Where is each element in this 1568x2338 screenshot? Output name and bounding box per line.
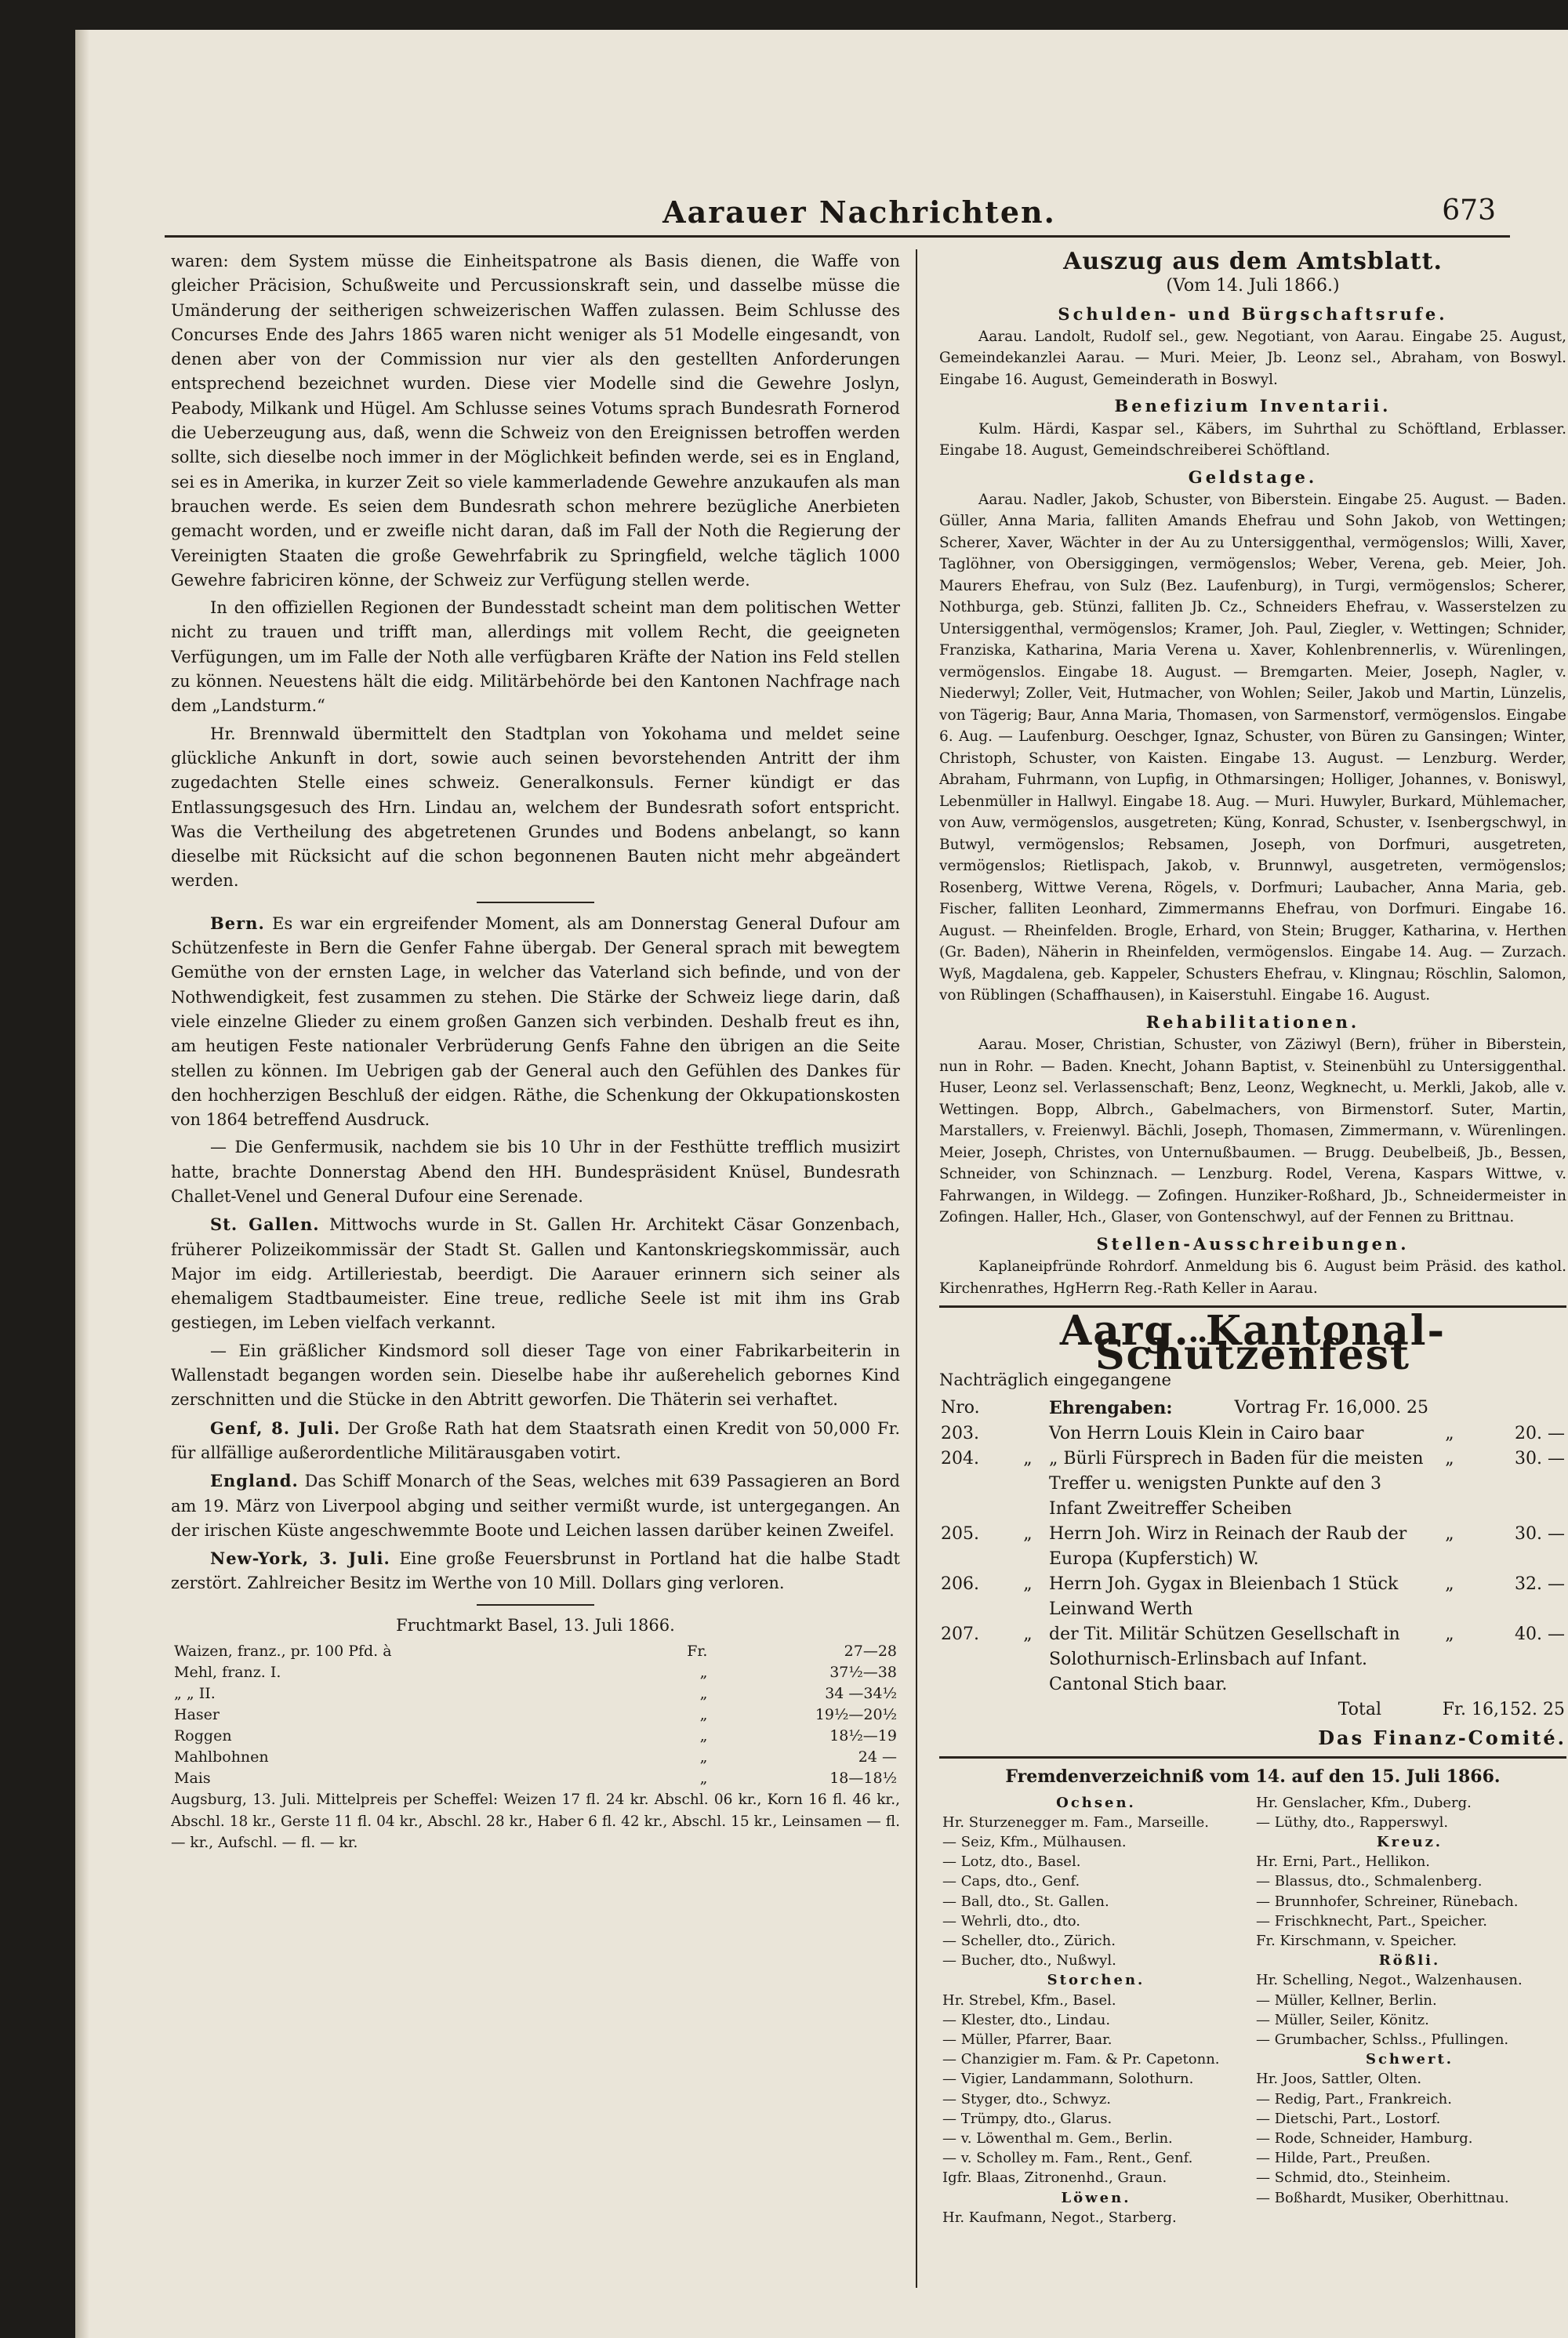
market-unit: Fr. (687, 1643, 708, 1661)
register-entry: — Grumbacher, Schlss., Pfullingen. (1256, 2031, 1509, 2048)
register-entry: — Caps, dto., Genf. (942, 1873, 1080, 1890)
article-newyork-text: Eine große Feuersbrunst in Portland hat die halbe Stadt zerstört. Zahlreicher Besitz im Werthe von 10 Mill. Dollars ging verloren. (171, 1549, 900, 1593)
register-entry: — Trümpy, dto., Glarus. (942, 2110, 1112, 2127)
article-weapons: waren: dem System müsse die Einheitspatrone als Basis dienen, die Waffe von gleicher Präcision, Schußweite und Percussionskraft sein, und dasselbe müsse die Umänderung der seitherigen schweizerischen Waffen zulassen. Beim Schlusse des Concurses Ende des Jahrs 1865 waren nicht weniger als 51 Modelle eingesandt, von denen aber von der Commission nur vier als den gestellten Anforderungen entsprechend bezeichnet wurden. Diese vier Modelle sind die Gewehre Joslyn, Peabody, Milkank und Hügel. Am Schlusse seines Votums sprach Bundesrath Fornerod die Ueberzeugung aus, daß, wenn die Schweiz von den Ereignissen betroffen werden sollte, sich dieselbe noch immer in der Möglichkeit befinden werde, sei es in England, sei es in Amerika, in kurzer Zeit so viele kammerladende Gewehre anzukaufen als man brauchen werde. Es seien dem Bundesrath schon mehrere bezügliche Anerbieten gemacht worden, und er zweifle nicht daran, daß im Fall der Noth die Regierung der Vereinigten Staaten die große Gewehrfabrik zu Springfield, welche täglich 1000 Gewehre fabriciren könne, der Schweiz zur Verfügung stellen werde. (171, 252, 900, 590)
register-entry: — Lüthy, dto., Rapperswyl. (1256, 1813, 1449, 1831)
article-landsturm: In den offiziellen Regionen der Bundesstadt scheint man dem politischen Wetter nicht zu trauen und trifft man, allerdings mit vollem Recht, die geeigneten Verfügungen, um im Falle der Noth alle verfügbaren Kräfte der Nation ins Feld stellen zu können. Neuestens hält die eidg. Militärbehörde bei den Kantonen Nachfrage nach dem „Landsturm.“ (171, 598, 900, 716)
text-geldstage: Aarau. Nadler, Jakob, Schuster, von Biberstein. Eingabe 25. August. — Baden. Güller, Anna Maria, falliten Amands Ehefrau und Sohn Jakob, von Wettingen; Scherer, Xaver, Wächter in der Au zu Untersiggenthal, vermögenslos; Willi, Xaver, Taglöhner, von Obersiggingen, vermögenslos; Weber, Verena, geb. Meier, Joh. Maurers Ehefrau, von Sulz (Bez. Laufenburg), in Turgi, vermögenslos; Scherer, Nothburga, geb. Stünzi, falliten Jb. Cz., Schneiders Ehefrau, v. Wasserstelzen zu Untersiggenthal, vermögenslos; Kramer, Joh. Paul, Ziegler, v. Wettingen; Schnider, Franziska, Katharina, Maria Verena u. Xaver, Kohlenbrennerlis, v. Würenlingen, vermögenslos. Eingabe 18. August. — Bremgarten. Meier, Joseph, Nagler, v. Niederwyl; Zoller, Veit, Hutmacher, von Wohlen; Seiler, Jakob und Martin, Lünzelis, von Tägerig; Baur, Anna Maria, Thomasen, von Sarmenstorf, vermögenslos. Eingabe 6. Aug. — Laufenburg. Oeschger, Ignaz, Schuster, von Büren zu Gansingen; Winter, Christoph, Schuster, von Kaisten. Eingabe 13. August. — Lenzburg. Werder, Abraham, Fuhrmann, von Lupfig, in Othmarsingen; Holliger, Johannes, v. Boniswyl, Lebenmüller in Hallwyl. Eingabe 18. Aug. — Muri. Huwyler, Burkard, Mühlemacher, von Auw, vermögenslos, ausgetreten; Küng, Konrad, Schuster, v. Isenbergschwyl, in Butwyl, vermögenslos; Rebsamen, Joseph, von Dorfmuri, ausgetreten, vermögenslos; Rietlispach, Jakob, v. Brunnwyl, ausgetreten, vermögenslos; Rosenberg, Wittwe Verena, Rögels, v. Dorfmuri; Laubacher, Anna Maria, geb. Fischer, falliten Leonhard, Zimmermanns Ehefrau, von Dorfmuri. Eingabe 16. August. — Rheinfelden. Brogle, Erhard, von Stein; Brugger, Katharina, v. Herthen (Gr. Baden), Näherin in Rheinfelden, vermögenslos. Eingabe 14. Aug. — Zurzach. Wyß, Magdalena, geb. Kappeler, Schusters Ehefrau, v. Klingnau; Röschlin, Salomon, von Rüblingen (Schaffhausen), in Kaiserstuhl. Eingabe 16. August. (939, 491, 1566, 1004)
gift-row (939, 1622, 1566, 1697)
register-entry: — Blassus, dto., Schmalenberg. (1256, 1873, 1483, 1890)
register-entry: — Redig, Part., Frankreich. (1256, 2090, 1452, 2107)
article-stgallen-lead: St. Gallen. (210, 1214, 320, 1235)
article-newyork-lead: New-York, 3. Juli. (210, 1548, 390, 1569)
text-rehabilitationen: Aarau. Moser, Christian, Schuster, von Zäziwyl (Bern), früher in Biberstein, nun in Rohr. — Baden. Knecht, Johann Baptist, v. Steinenbühl zu Untersiggenthal. Huser, Leonz sel. Verlassenschaft; Benz, Leonz, Wegknecht, u. Merkli, Jakob, alle v. Wettingen. Bopp, Albrch., Gabelmachers, von Birmenstorf. Suter, Martin, Marstallers, v. Freienwyl. Bächli, Joseph, Thomasen, Zimmermann, v. Würenlingen. Meier, Joseph, Christes, von Unternußbaumen. — Brugg. Deubelbeiß, Jb., Bessen, Schneider, von Schinznach. — Lenzburg. Rodel, Verena, Kaspars Wittwe, v. Fahrwangen, in Wildegg. — Zofingen. Hunziker-Roßhard, Jb., Schneidermeister in Zofingen. Haller, Hch., Glaser, von Gontenschwyl, auf der Fennen zu Brittnau. (939, 1036, 1566, 1226)
article-genf (171, 1416, 900, 1466)
market-row (171, 1768, 900, 1789)
register-hotel: Kreuz. (1376, 1833, 1443, 1850)
article-bern (171, 911, 900, 1133)
register-entry: — Frischknecht, Part., Speicher. (1256, 1912, 1487, 1930)
text-schulden: Aarau. Landolt, Rudolf sel., gew. Negotiant, von Aarau. Eingabe 25. August, Gemeindekanzlei Aarau. — Muri. Meier, Jb. Leonz sel., Abraham, von Boswyl. Eingabe 16. August, Gemeinderath in Boswyl. (939, 328, 1566, 388)
market-row (171, 1662, 900, 1683)
right-column (939, 249, 1566, 2288)
market-item: Mahlbohnen (174, 1748, 269, 1766)
market-row (171, 1704, 900, 1726)
market-row (171, 1641, 900, 1662)
column-divider (916, 249, 917, 2288)
register-entry: — v. Scholley m. Fam., Rent., Genf. (942, 2150, 1193, 2167)
register-entry: Hr. Erni, Part., Hellikon. (1256, 1853, 1431, 1871)
register-entry: — Müller, Seiler, Könitz. (1256, 2011, 1429, 2028)
market-table (171, 1641, 900, 1789)
register-entry: Hr. Strebel, Kfm., Basel. (942, 1991, 1116, 2009)
register-right (1253, 1793, 1566, 2227)
gift-q2: „ (1445, 1523, 1454, 1544)
article-bern-text: Es war ein ergreifender Moment, als am Donnerstag General Dufour am Schützenfeste in Bern die Genfer Fahne übergab. Der General sprach mit bewegtem Gemüthe von der ernsten Lage, in welcher das Vaterland sich befinde, und von der Nothwendigkeit, fest zusammen zu stehen. Die Stärke der Schweiz liege darin, daß viele einzelne Glieder zu einem großen Ganzen sich verbinden. Deshalb freut es ihn, am heutigen Feste nationaler Verbrüderung Genfs Fahne den übrigen an die Seite stellen zu können. Im Uebrigen gab der General auch den Gefühlen des Dankes für den hochherzigen Beschluß der eidgen. Räthe, die Schenkung der Okkupationskosten von 1864 betreffend Ausdruck. (171, 913, 900, 1130)
market-unit: „ (699, 1664, 708, 1682)
gift-no: 205. (941, 1523, 979, 1544)
gift-q (1008, 1421, 1047, 1447)
register-entry: — Klester, dto., Lindau. (942, 2011, 1111, 2028)
register-left (939, 1793, 1253, 2227)
gift-q: „ (1023, 1523, 1033, 1544)
left-column (171, 249, 900, 2288)
article-bern-lead: Bern. (210, 913, 265, 933)
register-entry: — Brunnhofer, Schreiner, Rünebach. (1256, 1893, 1519, 1910)
text-stellen: Kaplaneipfründe Rohrdorf. Anmeldung bis 6. August beim Präsid. des kathol. Kirchenrathes, HgHerrn Reg.-Rath Keller in Aarau. (939, 1258, 1566, 1297)
gift-q2: „ (1445, 1574, 1454, 1594)
market-price: 18—18½ (829, 1770, 897, 1788)
gift-text: Von Herrn Louis Klein in Cairo baar (1049, 1423, 1364, 1443)
gift-amt: 40. — (1515, 1624, 1565, 1644)
market-item: Waizen, franz., pr. 100 Pfd. à (174, 1643, 392, 1661)
register-entry: — Styger, dto., Schwyz. (942, 2090, 1111, 2107)
gifts-header-row (939, 1396, 1566, 1421)
gift-row (939, 1572, 1566, 1622)
market-item: Roggen (174, 1727, 232, 1745)
gift-text: der Tit. Militär Schützen Gesellschaft in Solothurnisch-Erlinsbach auf Infant. Cantonal Stich baar. (1049, 1624, 1400, 1694)
heading-benefizium: Benefizium Inventarii. (1114, 396, 1392, 416)
market-unit: „ (699, 1748, 708, 1766)
register-entry: — v. Löwenthal m. Gem., Berlin. (942, 2130, 1173, 2147)
register-entry: — Bucher, dto., Nußwyl. (942, 1952, 1116, 1970)
market-price: 37½—38 (829, 1664, 897, 1682)
register-entry: Hr. Genslacher, Kfm., Duberg. (1256, 1794, 1472, 1811)
market-unit: „ (699, 1727, 708, 1745)
gift-q: „ (1023, 1624, 1033, 1644)
finanz-comite: Das Finanz-Comité. (1318, 1726, 1566, 1749)
gift-q2: „ (1445, 1423, 1454, 1443)
article-stgallen-text: Mittwochs wurde in St. Gallen Hr. Architekt Cäsar Gonzenbach, früherer Polizeikommissär der Stadt St. Gallen und Kantonskriegskommissär, auch Major im eidg. Artilleriestab, beerdigt. Die Aarauer erinnern sich seiner als ehemaligem Stadtbaumeister. Eine treue, redliche Seele ist mit ihm ins Grab gestiegen, im Leben vielfach verkannt. (171, 1215, 900, 1333)
register-entry: — Dietschi, Part., Lostorf. (1256, 2110, 1441, 2127)
page-edge (75, 30, 89, 2338)
register-entry: — Chanzigier m. Fam. & Pr. Capetonn. (942, 2051, 1220, 2068)
market-price: 34 —34½ (825, 1685, 897, 1703)
article-genf-lead: Genf, 8. Juli. (210, 1418, 341, 1438)
article-kindsmord: — Ein gräßlicher Kindsmord soll dieser Tage von einer Fabrikarbeiterin in Wallenstadt begangen worden sein. Dieselbe habe ihr außerehelich gebornes Kind zerschnitten und die Stücke in den Abtritt geworfen. Die Thäterin sei verhaftet. (171, 1341, 900, 1410)
gifts-heading-label: Ehrengaben: (1049, 1397, 1173, 1418)
market-row (171, 1747, 900, 1768)
amtsblatt-date: (Vom 14. Juli 1866.) (1166, 276, 1340, 296)
gift-text: Herrn Joh. Wirz in Reinach der Raub der Europa (Kupferstich) W. (1049, 1523, 1407, 1569)
register-table (939, 1793, 1566, 2227)
market-augsburg: Augsburg, 13. Juli. Mittelpreis per Scheffel: Weizen 17 fl. 24 kr. Abschl. 06 kr., Korn 16 fl. 46 kr., Abschl. 18 kr., Gerste 11 fl. 04 kr., Abschl. 28 kr., Haber 6 fl. 42 kr., Abschl. 15 kr., Leinsamen — fl. — kr., Aufschl. — fl. — kr. (171, 1792, 900, 1852)
text-benefizium: Kulm. Härdi, Kaspar sel., Käbers, im Suhrthal zu Schöftland, Erblasser. Eingabe 18. August, Gemeindschreiberei Schöftland. (939, 420, 1566, 459)
market-price: 27—28 (844, 1643, 897, 1661)
register-entry: — Rode, Schneider, Hamburg. (1256, 2130, 1473, 2147)
market-price: 18½—19 (829, 1727, 897, 1745)
article-england-text: Das Schiff Monarch of the Seas, welches mit 639 Passagieren an Bord am 19. März von Liverpool abging und seither vermißt wurde, ist untergegangen. An der irischen Küste angeschwemmte Boote und Leichen lassen darüber keinen Zweifel. (171, 1472, 900, 1540)
article-genf-text: Der Große Rath hat dem Staatsrath einen Kredit von 50,000 Fr. für allfällige außerordentliche Militärausgaben votirt. (171, 1418, 900, 1462)
gifts-col-nro: Nro. (941, 1397, 980, 1418)
gift-no: 206. (941, 1574, 979, 1594)
section-divider (477, 902, 594, 903)
heading-rehabilitationen: Rehabilitationen. (1145, 1011, 1360, 1032)
gift-amt: 30. — (1515, 1523, 1565, 1544)
gifts-table (939, 1396, 1566, 1697)
article-newyork (171, 1546, 900, 1596)
market-price: 24 — (858, 1748, 897, 1766)
section-rule (939, 1756, 1566, 1759)
register-hotel: Ochsen. (1056, 1794, 1136, 1811)
amtsblatt-title: Auszug aus dem Amtsblatt. (1063, 249, 1443, 275)
market-item: Mais (174, 1770, 211, 1788)
market-title: Fruchtmarkt Basel, 13. Juli 1866. (396, 1615, 675, 1635)
register-entry: — Vigier, Landammann, Solothurn. (942, 2071, 1194, 2088)
heading-geldstage: Geldstage. (1188, 467, 1318, 487)
gifts-total (939, 1697, 1566, 1723)
section-divider (477, 1604, 594, 1606)
market-item: Mehl, franz. I. (174, 1664, 281, 1682)
register-entry: — Hilde, Part., Preußen. (1256, 2150, 1431, 2167)
market-item: „ „ II. (174, 1685, 216, 1703)
market-unit: „ (699, 1706, 708, 1724)
gifts-total-label: Total (1338, 1699, 1381, 1719)
register-entry: — Scheller, dto., Zürich. (942, 1932, 1116, 1949)
gift-no: 203. (941, 1423, 979, 1443)
gift-no: 207. (941, 1624, 979, 1644)
market-item: Haser (174, 1706, 220, 1724)
gift-row (939, 1421, 1566, 1447)
register-entry: — Lotz, dto., Basel. (942, 1853, 1081, 1871)
register-entry: — Müller, Kellner, Berlin. (1256, 1991, 1437, 2009)
gift-row (939, 1522, 1566, 1572)
market-row (171, 1683, 900, 1704)
register-entry: — Müller, Pfarrer, Baar. (942, 2031, 1112, 2048)
article-england (171, 1469, 900, 1543)
gift-q: „ (1023, 1448, 1033, 1469)
register-entry: Hr. Joos, Sattler, Olten. (1256, 2071, 1422, 2088)
register-hotel: Storchen. (1047, 1972, 1145, 1989)
register-entry: Hr. Schelling, Negot., Walzenhausen. (1256, 1972, 1523, 1989)
header-rule (165, 235, 1510, 238)
gift-no: 204. (941, 1448, 979, 1469)
register-entry: — Schmid, dto., Steinheim. (1256, 2169, 1451, 2187)
gift-text: Herrn Joh. Gygax in Bleienbach 1 Stück Leinwand Werth (1049, 1574, 1399, 1619)
register-entry: — Wehrli, dto., dto. (942, 1912, 1081, 1930)
gifts-heading (1047, 1396, 1430, 1421)
gift-amt: 32. — (1515, 1574, 1565, 1594)
register-entry: — Seiz, Kfm., Mülhausen. (942, 1833, 1127, 1850)
register-hotel: Schwert. (1365, 2051, 1454, 2068)
page-number: 673 (1442, 194, 1496, 227)
register-hotel: Rößli. (1378, 1952, 1441, 1970)
gift-q2: „ (1445, 1448, 1454, 1469)
schuetzenfest-subtitle: Nachträglich eingegangene (939, 1370, 1171, 1389)
register-hotel: Löwen. (1061, 2189, 1131, 2206)
heading-stellen: Stellen-Ausschreibungen. (1096, 1233, 1410, 1254)
gift-q: „ (1023, 1574, 1033, 1594)
register-entry: Igfr. Blaas, Zitronenhd., Graun. (942, 2169, 1167, 2187)
heading-schulden: Schulden- und Bürgschaftsrufe. (1058, 303, 1448, 324)
register-entry: Fr. Kirschmann, v. Speicher. (1256, 1932, 1457, 1949)
page-header-title: Aarauer Nachrichten. (662, 194, 1056, 230)
newspaper-page (75, 30, 1568, 2338)
market-row (171, 1726, 900, 1747)
market-unit: „ (699, 1770, 708, 1788)
gift-row (939, 1447, 1566, 1522)
gifts-vortrag: Vortrag Fr. 16,000. 25 (1234, 1397, 1428, 1418)
gift-text: „ Bürli Fürsprech in Baden für die meisten Treffer u. wenigsten Punkte auf den 3 Infant Zweitreffer Scheiben (1049, 1448, 1424, 1519)
article-stgallen (171, 1212, 900, 1335)
register-title: Fremdenverzeichniß vom 14. auf den 15. Juli 1866. (1005, 1766, 1501, 1788)
market-unit: „ (699, 1685, 708, 1703)
market-price: 19½—20½ (815, 1706, 897, 1724)
register-entry: — Boßhardt, Musiker, Oberhittnau. (1256, 2189, 1509, 2206)
gift-amt: 20. — (1515, 1423, 1565, 1443)
gift-amt: 30. — (1515, 1448, 1565, 1469)
article-england-lead: England. (210, 1471, 299, 1491)
register-entry: Hr. Sturzenegger m. Fam., Marseille. (942, 1813, 1209, 1831)
register-entry: Hr. Kaufmann, Negot., Starberg. (942, 2209, 1177, 2226)
gift-q2: „ (1445, 1624, 1454, 1644)
article-yokohama: Hr. Brennwald übermittelt den Stadtplan von Yokohama und meldet seine glückliche Ankunft in dort, sowie auch seinen bevorstehenden Antritt der ihm zugedachten Stelle eines schweiz. Generalkonsuls. Ferner kündigt er das Entlassungsgesuch des Hrn. Lindau an, welchem der Bundesrath sofort entspricht. Was die Vertheilung des abgetretenen Grundes und Bodens anbelangt, so kann dieselbe mit Rücksicht auf die schon begonnenen Bauten nicht mehr abgeändert werden. (171, 724, 900, 891)
schuetzenfest-title: Aarg. Kantonal-Schützenfest (1059, 1307, 1446, 1380)
register-entry: — Ball, dto., St. Gallen. (942, 1893, 1109, 1910)
gifts-total-value: Fr. 16,152. 25 (1442, 1699, 1565, 1719)
article-genfermusik: — Die Genfermusik, nachdem sie bis 10 Uhr in der Festhütte trefflich musizirt hatte, brachte Donnerstag Abend den HH. Bundespräsident Knüsel, Bundesrath Challet-Venel und General Dufour eine Serenade. (171, 1138, 900, 1206)
